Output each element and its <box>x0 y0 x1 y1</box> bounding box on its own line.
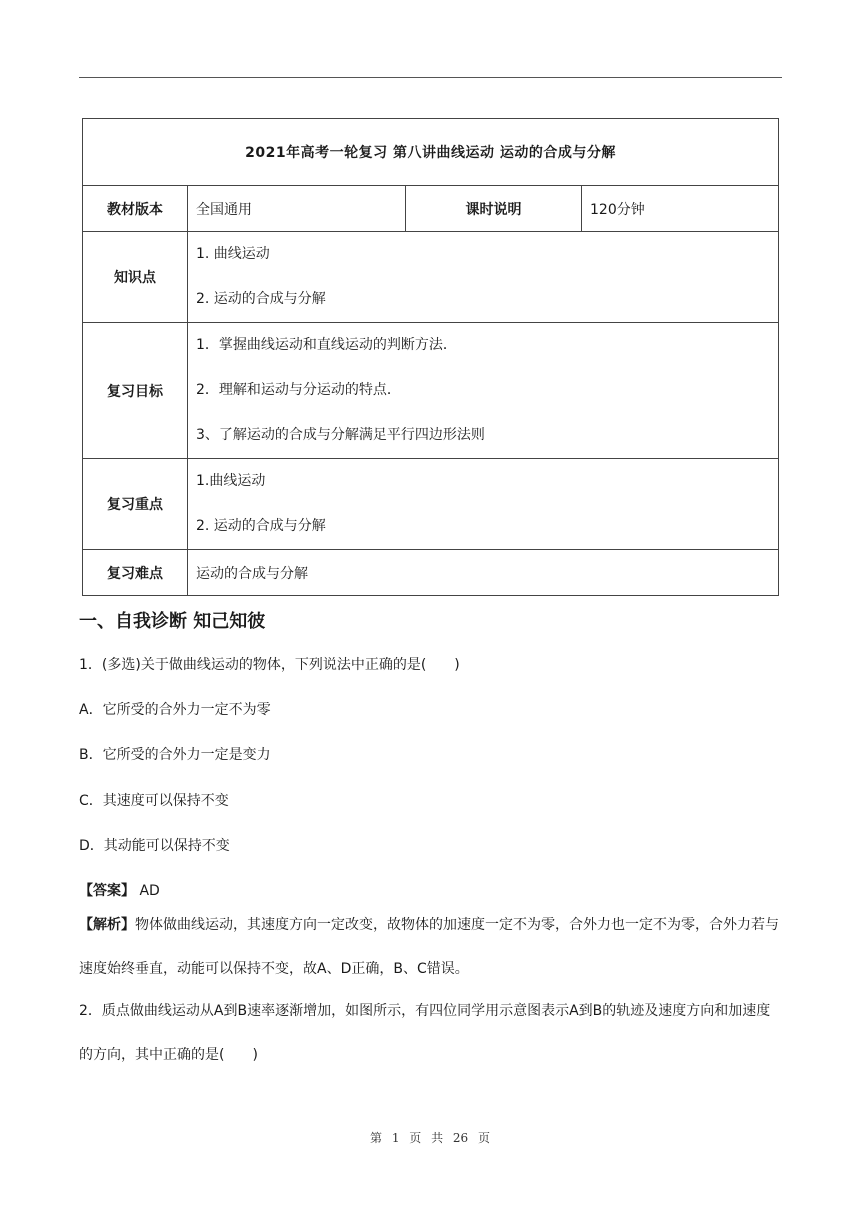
focus-label: 复习重点 <box>83 459 188 550</box>
document-title: 2021年高考一轮复习 第八讲曲线运动 运动的合成与分解 <box>83 119 779 186</box>
focus-item: 1.曲线运动 <box>196 473 266 489</box>
goals-label: 复习目标 <box>83 323 188 459</box>
difficulty-label: 复习难点 <box>83 550 188 596</box>
edition-value: 全国通用 <box>188 186 406 232</box>
knowledge-item: 2. 运动的合成与分解 <box>196 291 326 307</box>
answer-value: AD <box>139 883 160 899</box>
knowledge-item: 1. 曲线运动 <box>196 246 270 262</box>
edition-label: 教材版本 <box>83 186 188 232</box>
goal-item: 3、了解运动的合成与分解满足平行四边形法则 <box>196 427 485 443</box>
focus-item: 2. 运动的合成与分解 <box>196 518 326 534</box>
question-1-analysis <box>79 903 782 991</box>
section-heading: 一、自我诊断 知己知彼 <box>79 611 266 632</box>
goal-item: 2．理解和运动与分运动的特点． <box>196 382 401 398</box>
info-table <box>82 118 779 596</box>
knowledge-cell <box>188 232 779 323</box>
question-2-stem: 2．质点做曲线运动从A到B速率逐渐增加，如图所示，有四位同学用示意图表示A到B的轨迹及速度方向和加速度的方向，其中正确的是( ) <box>79 1003 771 1063</box>
question-1-option-c: C．其速度可以保持不变 <box>79 793 229 809</box>
goals-cell <box>188 323 779 459</box>
page-footer: 第 1 页 共 26 页 <box>370 1131 490 1145</box>
question-1-answer <box>79 880 160 900</box>
question-1-option-b: B．它所受的合外力一定是变力 <box>79 747 271 763</box>
duration-value: 120分钟 <box>582 186 779 232</box>
difficulty-value: 运动的合成与分解 <box>188 550 779 596</box>
question-1-option-d: D．其动能可以保持不变 <box>79 838 230 854</box>
answer-tag: 【答案】 <box>79 883 135 899</box>
question-1-stem: 1．(多选)关于做曲线运动的物体，下列说法中正确的是( ) <box>79 657 460 673</box>
header-rule <box>79 77 782 78</box>
analysis-text: 物体做曲线运动，其速度方向一定改变，故物体的加速度一定不为零，合外力也一定不为零，合外力若与速度始终垂直，动能可以保持不变，故A、D正确，B、C错误。 <box>79 917 779 977</box>
focus-cell <box>188 459 779 550</box>
question-1-option-a: A．它所受的合外力一定不为零 <box>79 702 271 718</box>
duration-label: 课时说明 <box>406 186 582 232</box>
analysis-tag: 【解析】 <box>79 917 135 933</box>
goal-item: 1．掌握曲线运动和直线运动的判断方法． <box>196 337 457 353</box>
knowledge-label: 知识点 <box>83 232 188 323</box>
